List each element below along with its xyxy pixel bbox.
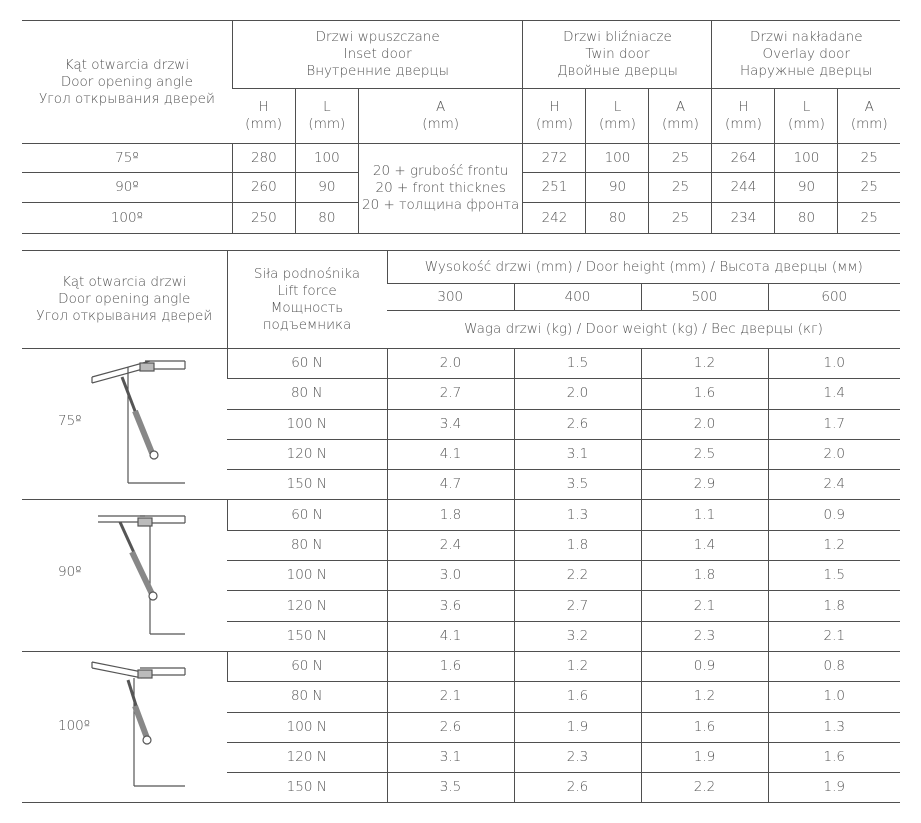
weight-cell: 1.0 bbox=[768, 349, 900, 379]
height-400: 400 bbox=[514, 284, 641, 311]
lift-mechanism-diagram bbox=[90, 506, 200, 651]
weight-cell: 1.6 bbox=[641, 712, 768, 742]
value-cell: 100 bbox=[295, 144, 358, 173]
height-600: 600 bbox=[768, 284, 900, 311]
weight-cell: 0.8 bbox=[768, 651, 900, 681]
weight-cell: 3.1 bbox=[514, 439, 641, 469]
force-cell: 100 N bbox=[227, 409, 387, 439]
value-cell: 90 bbox=[775, 173, 838, 203]
weight-cell: 2.6 bbox=[514, 773, 641, 803]
value-cell: 90 bbox=[586, 173, 649, 203]
col-a: A (mm) bbox=[649, 89, 712, 144]
value-cell: 25 bbox=[649, 144, 712, 173]
col-a: A (mm) bbox=[838, 89, 900, 144]
value-cell: 100 bbox=[775, 144, 838, 173]
twin-door-header: Drzwi bliźniacze Twin door Двойные дверцы bbox=[523, 21, 712, 89]
force-cell: 150 N bbox=[227, 470, 387, 500]
weight-cell: 2.2 bbox=[514, 561, 641, 591]
force-cell: 150 N bbox=[227, 773, 387, 803]
weight-cell: 2.7 bbox=[514, 591, 641, 621]
col-a: A (mm) bbox=[358, 89, 523, 144]
force-cell: 60 N bbox=[227, 500, 387, 530]
weight-cell: 2.6 bbox=[514, 409, 641, 439]
angle-cell: 100º bbox=[22, 203, 232, 234]
force-cell: 60 N bbox=[227, 651, 387, 681]
value-cell: 260 bbox=[232, 173, 295, 203]
weight-cell: 2.4 bbox=[387, 530, 514, 560]
col-l: L (mm) bbox=[775, 89, 838, 144]
col-l: L (mm) bbox=[586, 89, 649, 144]
value-cell: 25 bbox=[838, 203, 900, 234]
table-row bbox=[22, 144, 900, 173]
weight-cell: 1.5 bbox=[768, 561, 900, 591]
force-cell: 60 N bbox=[227, 349, 387, 379]
value-cell: 264 bbox=[712, 144, 775, 173]
weight-cell: 1.9 bbox=[514, 712, 641, 742]
angle-header: Kąt otwarcia drzwi Door opening angle Угол открывания дверей bbox=[22, 21, 232, 144]
weight-cell: 1.2 bbox=[641, 682, 768, 712]
force-cell: 100 N bbox=[227, 712, 387, 742]
weight-cell: 1.3 bbox=[514, 500, 641, 530]
inset-door-header: Drzwi wpuszczane Inset door Внутренние дверцы bbox=[232, 21, 523, 89]
value-cell: 244 bbox=[712, 173, 775, 203]
value-cell: 90 bbox=[295, 173, 358, 203]
angle-cell: 75º bbox=[22, 144, 232, 173]
force-cell: 120 N bbox=[227, 742, 387, 772]
height-500: 500 bbox=[641, 284, 768, 311]
weight-cell: 1.8 bbox=[514, 530, 641, 560]
weight-cell: 2.0 bbox=[514, 379, 641, 409]
weight-cell: 3.5 bbox=[387, 773, 514, 803]
force-cell: 100 N bbox=[227, 561, 387, 591]
angle-label: 100º bbox=[58, 717, 91, 734]
value-cell: 250 bbox=[232, 203, 295, 234]
value-cell: 251 bbox=[523, 173, 586, 203]
table-row bbox=[22, 349, 900, 379]
lift-force-table bbox=[22, 250, 900, 803]
table-row bbox=[22, 500, 900, 530]
weight-cell: 2.1 bbox=[387, 682, 514, 712]
door-dimensions-table bbox=[22, 20, 900, 234]
value-cell: 272 bbox=[523, 144, 586, 173]
lift-mechanism-diagram bbox=[90, 658, 200, 803]
weight-cell: 2.2 bbox=[641, 773, 768, 803]
weight-cell: 3.1 bbox=[387, 742, 514, 772]
weight-cell: 1.7 bbox=[768, 409, 900, 439]
angle-label: 90º bbox=[58, 564, 82, 581]
weight-cell: 1.3 bbox=[768, 712, 900, 742]
angle-diagram-cell bbox=[22, 500, 227, 651]
weight-cell: 1.4 bbox=[641, 530, 768, 560]
weight-cell: 2.7 bbox=[387, 379, 514, 409]
weight-cell: 2.9 bbox=[641, 470, 768, 500]
col-h: H (mm) bbox=[523, 89, 586, 144]
value-cell: 25 bbox=[649, 203, 712, 234]
col-l: L (mm) bbox=[295, 89, 358, 144]
weight-cell: 0.9 bbox=[641, 651, 768, 681]
weight-cell: 2.0 bbox=[641, 409, 768, 439]
weight-cell: 1.4 bbox=[768, 379, 900, 409]
weight-cell: 2.3 bbox=[514, 742, 641, 772]
force-cell: 120 N bbox=[227, 439, 387, 469]
weight-cell: 1.1 bbox=[641, 500, 768, 530]
height-300: 300 bbox=[387, 284, 514, 311]
weight-cell: 2.4 bbox=[768, 470, 900, 500]
value-cell: 80 bbox=[295, 203, 358, 234]
col-h: H (mm) bbox=[712, 89, 775, 144]
lift-force-header: Siła podnośnika Lift force Мощность подъемника bbox=[227, 251, 387, 349]
weight-cell: 0.9 bbox=[768, 500, 900, 530]
force-cell: 80 N bbox=[227, 682, 387, 712]
weight-cell: 2.5 bbox=[641, 439, 768, 469]
table-row bbox=[22, 651, 900, 681]
weight-cell: 3.6 bbox=[387, 591, 514, 621]
weight-cell: 4.7 bbox=[387, 470, 514, 500]
angle-diagram-cell bbox=[22, 349, 227, 500]
angle-header: Kąt otwarcia drzwi Door opening angle Угол открывания дверей bbox=[22, 251, 227, 349]
weight-cell: 1.2 bbox=[514, 651, 641, 681]
value-cell: 80 bbox=[775, 203, 838, 234]
weight-cell: 1.2 bbox=[768, 530, 900, 560]
force-cell: 150 N bbox=[227, 621, 387, 651]
angle-label: 75º bbox=[58, 413, 82, 429]
overlay-door-header: Drzwi nakładane Overlay door Наружные дверцы bbox=[712, 21, 900, 89]
lift-mechanism-diagram bbox=[90, 355, 200, 500]
weight-cell: 3.5 bbox=[514, 470, 641, 500]
force-cell: 80 N bbox=[227, 379, 387, 409]
door-weight-header: Waga drzwi (kg) / Door weight (kg) / Вес дверцы (кг) bbox=[387, 311, 900, 349]
force-cell: 80 N bbox=[227, 530, 387, 560]
angle-cell: 90º bbox=[22, 173, 232, 203]
value-cell: 234 bbox=[712, 203, 775, 234]
value-cell: 242 bbox=[523, 203, 586, 234]
weight-cell: 1.0 bbox=[768, 682, 900, 712]
front-thickness-cell: 20 + grubość frontu 20 + front thicknes 20 + толщина фронта bbox=[358, 144, 523, 234]
weight-cell: 1.6 bbox=[387, 651, 514, 681]
value-cell: 280 bbox=[232, 144, 295, 173]
weight-cell: 2.0 bbox=[387, 349, 514, 379]
col-h: H (mm) bbox=[232, 89, 295, 144]
weight-cell: 2.6 bbox=[387, 712, 514, 742]
value-cell: 100 bbox=[586, 144, 649, 173]
weight-cell: 1.9 bbox=[641, 742, 768, 772]
angle-diagram-cell bbox=[22, 651, 227, 802]
weight-cell: 3.4 bbox=[387, 409, 514, 439]
weight-cell: 1.8 bbox=[387, 500, 514, 530]
door-height-header: Wysokość drzwi (mm) / Door height (mm) / Высота дверцы (мм) bbox=[387, 251, 900, 284]
value-cell: 25 bbox=[649, 173, 712, 203]
force-cell: 120 N bbox=[227, 591, 387, 621]
value-cell: 25 bbox=[838, 173, 900, 203]
weight-cell: 1.2 bbox=[641, 349, 768, 379]
value-cell: 25 bbox=[838, 144, 900, 173]
weight-cell: 1.8 bbox=[641, 561, 768, 591]
weight-cell: 3.2 bbox=[514, 621, 641, 651]
weight-cell: 4.1 bbox=[387, 439, 514, 469]
weight-cell: 2.1 bbox=[768, 621, 900, 651]
weight-cell: 2.1 bbox=[641, 591, 768, 621]
weight-cell: 4.1 bbox=[387, 621, 514, 651]
weight-cell: 1.5 bbox=[514, 349, 641, 379]
weight-cell: 2.3 bbox=[641, 621, 768, 651]
weight-cell: 1.6 bbox=[768, 742, 900, 772]
weight-cell: 1.9 bbox=[768, 773, 900, 803]
weight-cell: 3.0 bbox=[387, 561, 514, 591]
value-cell: 80 bbox=[586, 203, 649, 234]
weight-cell: 1.6 bbox=[641, 379, 768, 409]
weight-cell: 1.8 bbox=[768, 591, 900, 621]
weight-cell: 1.6 bbox=[514, 682, 641, 712]
weight-cell: 2.0 bbox=[768, 439, 900, 469]
